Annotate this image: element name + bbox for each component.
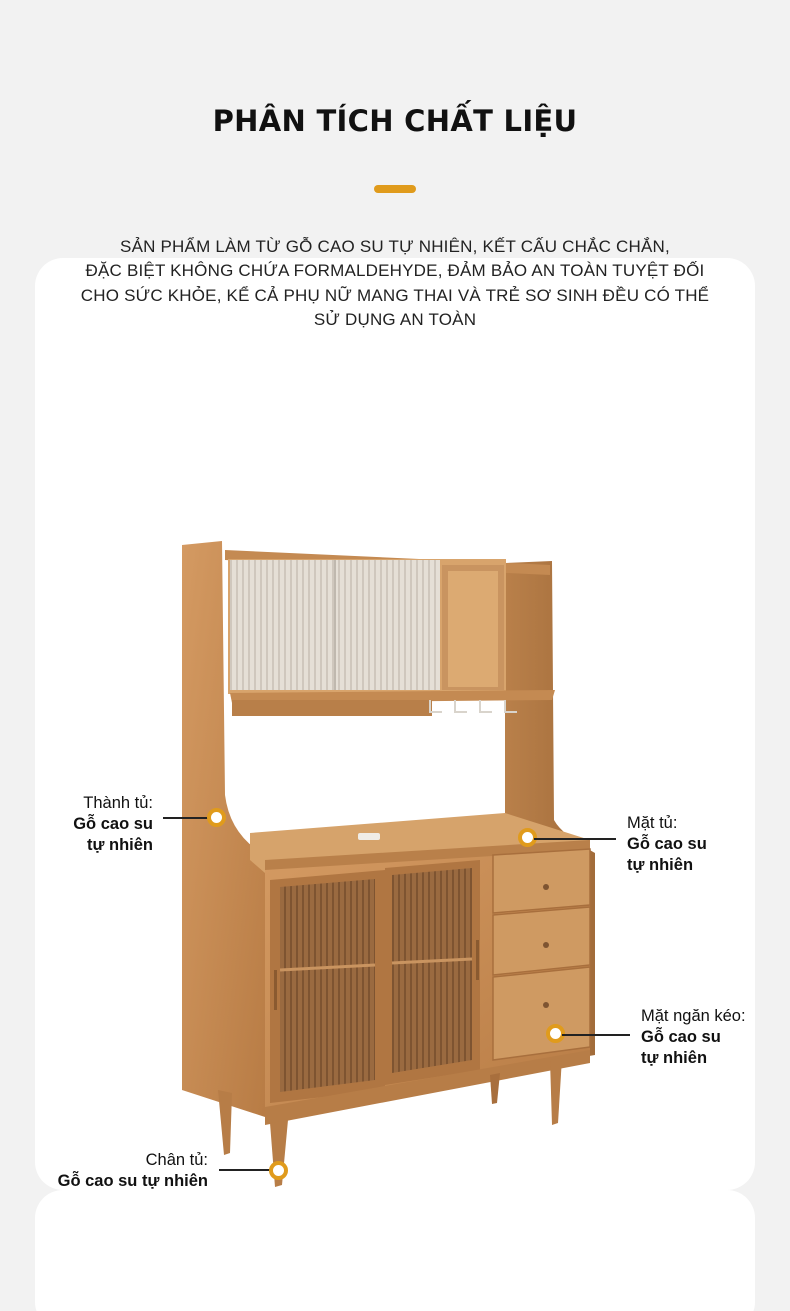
description-line: SỬ DỤNG AN TOÀN bbox=[313, 309, 477, 329]
description-line: SẢN PHẨM LÀM TỪ GỖ CAO SU TỰ NHIÊN, KẾT CẤU CHẮC CHẮN, bbox=[120, 237, 670, 256]
sideboard-cabinet-image bbox=[170, 535, 610, 1190]
callout-part-label: Chân tủ: bbox=[145, 1151, 208, 1169]
callout-part-label: Mặt tủ: bbox=[627, 814, 678, 832]
callout-leg bbox=[30, 1150, 208, 1192]
callout-line bbox=[562, 1034, 630, 1036]
callout-side-panel bbox=[20, 793, 153, 856]
callout-material: Gỗ cao su bbox=[641, 1028, 721, 1046]
callout-top-surface bbox=[627, 813, 767, 876]
callout-material: tự nhiên bbox=[641, 1049, 708, 1067]
callout-marker bbox=[207, 808, 226, 827]
callout-material: Gỗ cao su bbox=[627, 835, 707, 853]
callout-material: tự nhiên bbox=[627, 856, 694, 874]
callout-line bbox=[534, 838, 616, 840]
description-line: CHO SỨC KHỎE, KỂ CẢ PHỤ NỮ MANG THAI VÀ TRẺ SƠ SINH ĐỀU CÓ THỂ bbox=[80, 285, 710, 305]
section-description bbox=[60, 235, 730, 332]
callout-line bbox=[219, 1169, 271, 1171]
callout-line bbox=[163, 817, 213, 819]
callout-material: Gỗ cao su tự nhiên bbox=[57, 1172, 208, 1190]
section-title: PHÂN TÍCH CHẤT LIỆU bbox=[212, 104, 578, 138]
callout-material: Gỗ cao su bbox=[73, 815, 153, 833]
next-card bbox=[35, 1190, 755, 1311]
description-line: ĐẶC BIỆT KHÔNG CHỨA FORMALDEHYDE, ĐẢM BẢO AN TOÀN TUYỆT ĐỐI bbox=[85, 261, 705, 281]
title-accent-bar bbox=[374, 185, 416, 193]
callout-drawer-front bbox=[641, 1006, 786, 1069]
callout-part-label: Thành tủ: bbox=[83, 794, 153, 812]
callout-part-label: Mặt ngăn kéo: bbox=[641, 1007, 746, 1025]
callout-material: tự nhiên bbox=[86, 836, 153, 854]
callout-marker bbox=[269, 1161, 288, 1180]
